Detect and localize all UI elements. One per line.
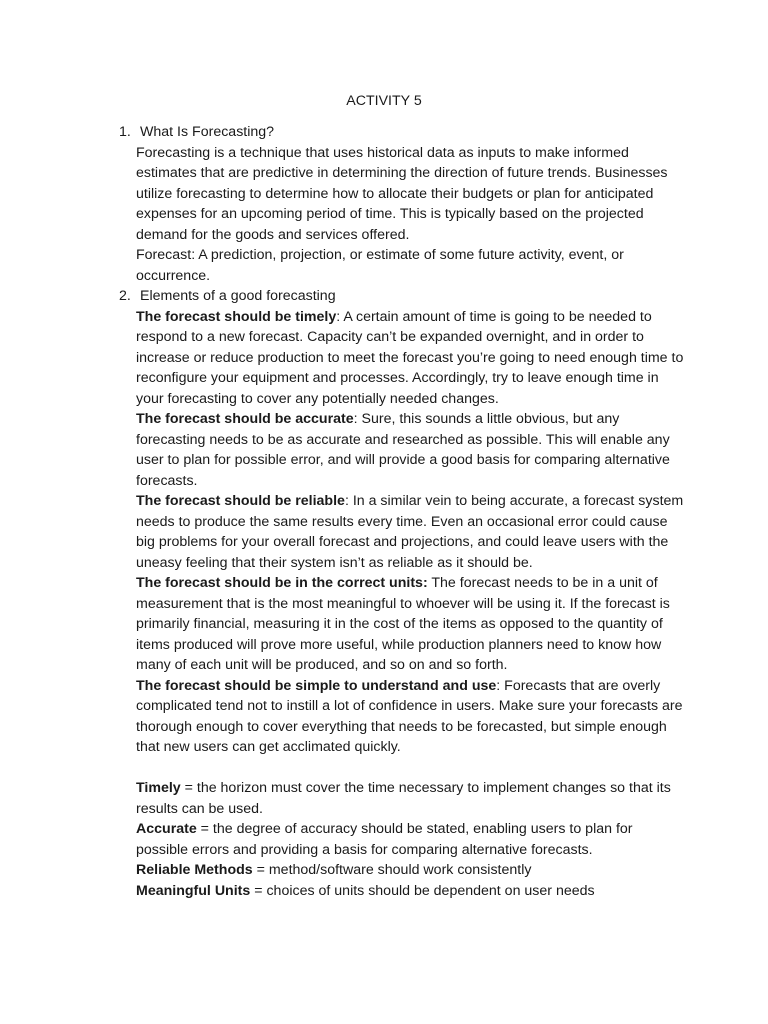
element-term: The forecast should be reliable <box>136 493 345 509</box>
forecast-definition: Forecast: A prediction, projection, or estimate of some future activity, event, or occurrence. <box>136 247 624 284</box>
element-term: The forecast should be accurate <box>136 411 354 427</box>
element-text: : Sure, this sounds a little obvious, but any forecasting needs to be as accurate and researched as possible. This will enable any user to plan for possible error, and will provide a good basis for comparing alternative forecasts. <box>136 411 670 489</box>
element-reliable <box>136 491 684 573</box>
section-2-number: 2. <box>119 288 131 304</box>
section-1-title: What Is Forecasting? <box>140 124 275 140</box>
summary-term: Meaningful Units <box>136 882 251 899</box>
element-text: : In a similar vein to being accurate, a forecast system needs to produce the same results every time. Even an occasional error could cause big problems for your overall forecast and projections, and could leave users with the uneasy feeling that their system isn’t as reliable as it should be. <box>136 493 684 571</box>
summary-text: = choices of units should be dependent on user needs <box>250 882 595 899</box>
document-body <box>0 122 768 901</box>
element-simple <box>136 676 684 758</box>
element-term: The forecast should be timely <box>136 308 337 325</box>
section-1-heading <box>0 122 768 143</box>
summary-timely <box>136 778 684 819</box>
summary-term: Reliable Methods <box>136 862 253 878</box>
summary-term: Timely <box>136 780 181 796</box>
summary-text: = method/software should work consistently <box>252 862 532 878</box>
summary-term: Accurate <box>136 821 197 837</box>
summary-meaningful-units <box>136 881 684 902</box>
summary-text: = the degree of accuracy should be stated, enabling users to plan for possible errors and providing a basis for comparing alternative forecasts. <box>136 821 633 858</box>
page-title: ACTIVITY 5 <box>346 93 422 109</box>
element-text: : A certain amount of time is going to be needed to respond to a new forecast. Capacity can’t be expanded overnight, and in order to increase or reduce production to meet the forecast you’re going to need enough time to reconfigure your equipment and processes. Accordingly, try to leave enough time in your forecasting to cover any potentially needed changes. <box>136 308 684 407</box>
section-1-body: Forecasting is a technique that uses historical data as inputs to make informed estimates that are predictive in determining the direction of future trends. Businesses utilize forecasting to determine how to allocate their budgets or plan for anticipated expenses for an upcoming period of time. This is typically based on the projected demand for the goods and services offered. <box>136 144 668 243</box>
spacer <box>0 758 768 779</box>
summary-reliable-methods <box>136 860 684 881</box>
element-correct-units <box>136 573 684 676</box>
section-1-number: 1. <box>119 124 131 140</box>
summary-accurate <box>136 819 684 860</box>
summary-text: = the horizon must cover the time necessary to implement changes so that its results can be used. <box>136 780 671 817</box>
element-term: The forecast should be in the correct units: <box>136 575 428 591</box>
element-timely <box>136 307 684 410</box>
section-2-heading <box>0 286 768 307</box>
section-2-title: Elements of a good forecasting <box>140 288 336 304</box>
element-text: The forecast needs to be in a unit of measurement that is the most meaningful to whoever will be using it. If the forecast is primarily financial, measuring it in the cost of the items as opposed to the quantity of items produced will prove more useful, while production planners need to know how many of each unit will be produced, and so on and so forth. <box>136 575 670 673</box>
element-term: The forecast should be simple to understand and use <box>136 677 497 694</box>
element-accurate <box>136 409 684 491</box>
element-text: : Forecasts that are overly complicated tend not to instill a lot of confidence in users. Make sure your forecasts are thorough enough to cover everything that needs to be forecasted, but simple enough that new users can get acclimated quickly. <box>136 677 683 755</box>
